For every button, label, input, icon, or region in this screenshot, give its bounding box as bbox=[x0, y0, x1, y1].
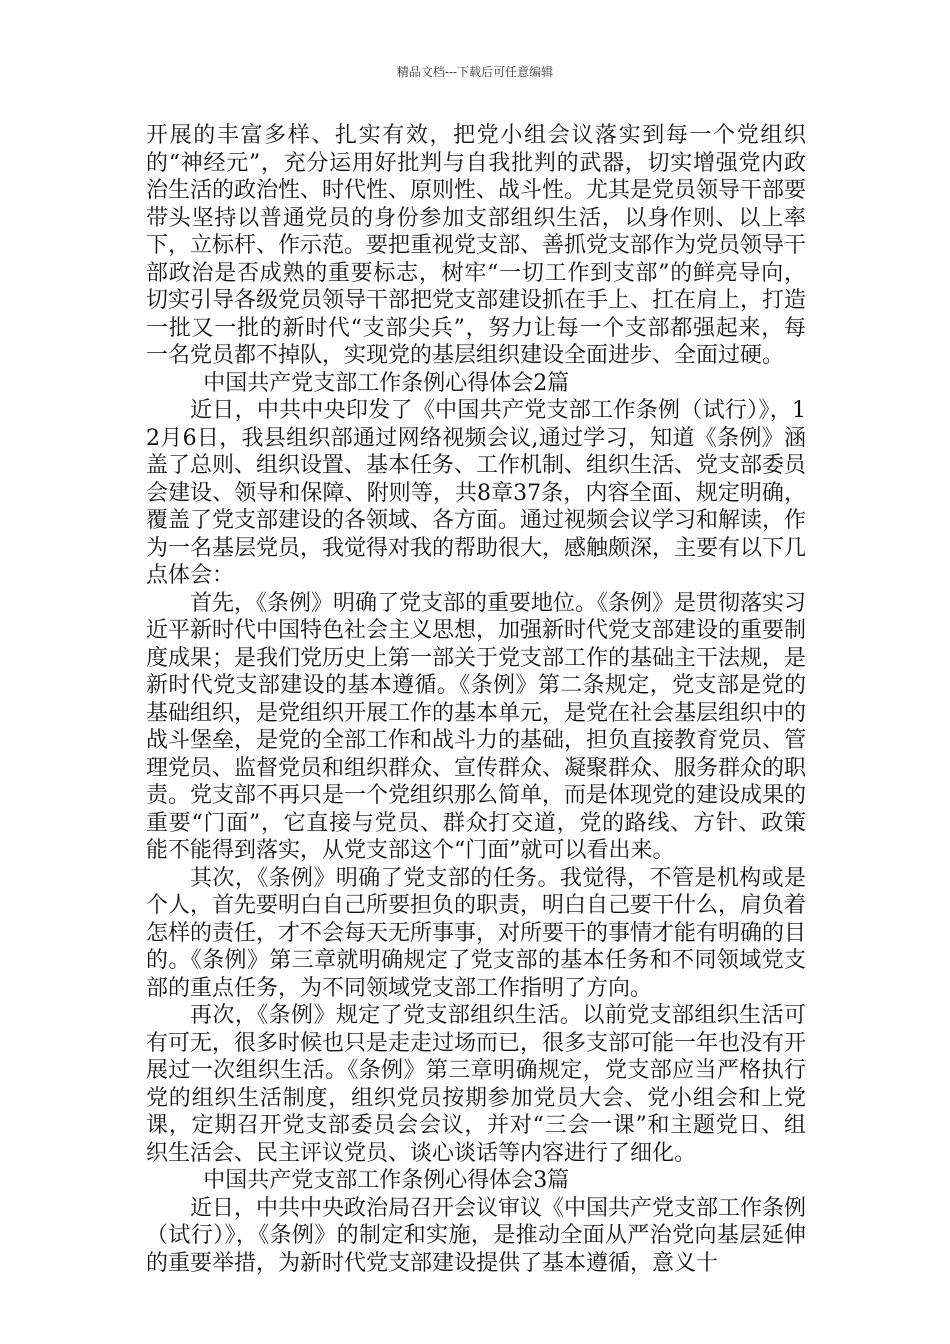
paragraph-1: 开展的丰富多样、扎实有效，把党小组会议落实到每一个党组织的“神经元”，充分运用好批判与自我批判的武器，切实增强党内政治生活的政治性、时代性、原则性、战斗性。尤其是党员领导干部要带头坚持以普通党员的身份参加支部组织生活，以身作则、以上率下，立标杆、作示范。要把重视党支部、善抓党支部作为党员领导干部政治是否成熟的重要标志，树牢“一切工作到支部”的鲜亮导向，切实引导各级党员领导干部把党支部建设抓在手上、扛在肩上，打造一批又一批的新时代“支部尖兵”，努力让每一个支部都强起来，每一名党员都不掉队，实现党的基层组织建设全面进步、全面过硬。 bbox=[146, 123, 807, 368]
page-header: 精品文档---下载后可任意编辑 bbox=[396, 65, 554, 79]
section-heading-2: 中国共产党支部工作条例心得体会2篇 bbox=[203, 370, 570, 396]
paragraph-4: 其次，《条例》明确了党支部的任务。我觉得，不管是机构或是个人，首先要明白自己所要担负的职责，明白自己要干什么，肩负着怎样的责任，才不会每天无所事事，对所要干的事情才能有明确的目的。《条例》第三章就明确规定了党支部的基本任务和不同领域党支部的重点任务，为不同领域党支部工作指明了方向。 bbox=[146, 865, 807, 1001]
paragraph-5: 再次，《条例》规定了党支部组织生活。以前党支部组织生活可有可无，很多时候也只是走走过场而已，很多支部可能一年也没有开展过一次组织生活。《条例》第三章明确规定，党支部应当严格执行党的组织生活制度，组织党员按期参加党员大会、党小组会和上党课，定期召开党支部委员会会议，并对“三会一课”和主题党日、组织生活会、民主评议党员、谈心谈话等内容进行了细化。 bbox=[146, 1003, 807, 1166]
document-body bbox=[146, 122, 806, 1277]
paragraph-6: 近日，中共中央政治局召开会议审议《中国共产党支部工作条例（试行）》，《条例》的制定和实施，是推动全面从严治党向基层延伸的重要举措，为新时代党支部建设提供了基本遵循，意义十 bbox=[146, 1195, 807, 1276]
paragraph-2: 近日，中共中央印发了《中国共产党支部工作条例（试行）》，12月6日，我县组织部通过网络视频会议,通过学习，知道《条例》涵盖了总则、组织设置、基本任务、工作机制、组织生活、党支部委员会建设、领导和保障、附则等，共8章37条，内容全面、规定明确，覆盖了党支部建设的各领域、各方面。通过视频会议学习和解读，作为一名基层党员，我觉得对我的帮助很大，感触颇深，主要有以下几点体会： bbox=[146, 398, 807, 588]
section-heading-3: 中国共产党支部工作条例心得体会3篇 bbox=[203, 1168, 570, 1193]
paragraph-3: 首先，《条例》明确了党支部的重要地位。《条例》是贯彻落实习近平新时代中国特色社会主义思想，加强新时代党支部建设的重要制度成果；是我们党历史上第一部关于党支部工作的基础主干法规，是新时代党支部建设的基本遵循。《条例》第二条规定，党支部是党的基础组织，是党组织开展工作的基本单元，是党在社会基层组织中的战斗堡垒，是党的全部工作和战斗力的基础，担负直接教育党员、管理党员、监督党员和组织群众、宣传群众、凝聚群众、服务群众的职责。党支部不再只是一个党组织那么简单，而是体现党的建设成果的重要“门面”，它直接与党员、群众打交道，党的路线、方针、政策能不能得到落实，从党支部这个“门面”就可以看出来。 bbox=[146, 590, 807, 863]
